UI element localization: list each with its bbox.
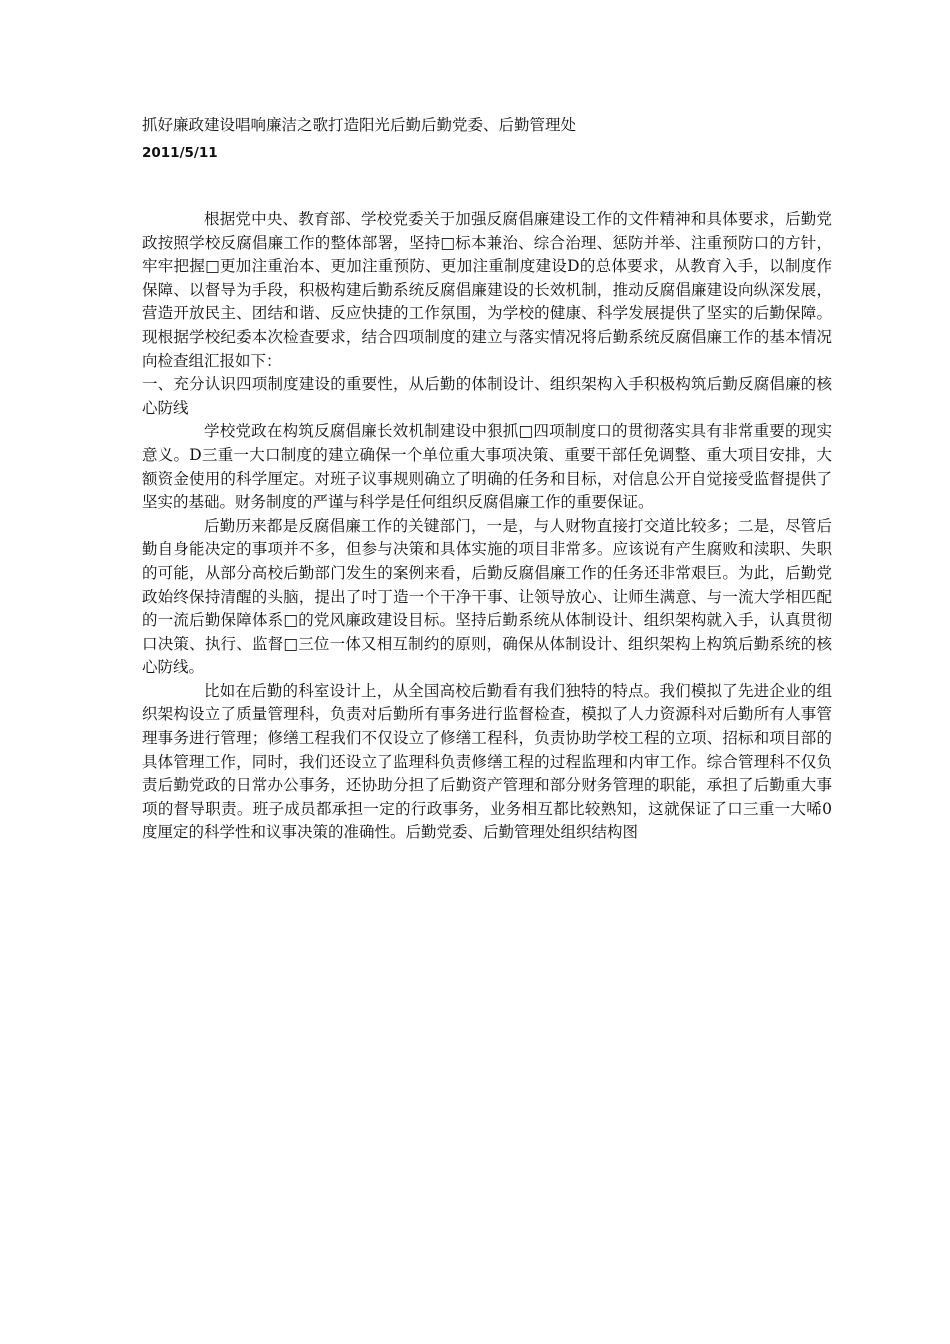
paragraph-intro: 根据党中央、教育部、学校党委关于加强反腐倡廉建设工作的文件精神和具体要求，后勤党政按照学校反腐倡廉工作的整体部署，坚持□标本兼治、综合治理、惩防并举、注重预防口的方针，牢牢把握□更加注重治本、更加注重预防、更加注重制度建设D的总体要求，从教育入手，以制度作保障、以督导为手段，积极构建后勤系统反腐倡廉建设的长效机制，推动反腐倡廉建设向纵深发展，营造开放民主、团结和谐、反应快捷的工作氛围，为学校的健康、科学发展提供了坚实的后勤保障。现根据学校纪委本次检查要求，结合四项制度的建立与落实情况将后勤系统反腐倡廉工作的基本情况向检查组汇报如下： <box>142 210 832 370</box>
document-body <box>142 208 832 845</box>
document-page <box>142 114 832 845</box>
paragraph-four-systems: 学校党政在构筑反腐倡廉长效机制建设中狠抓□四项制度口的贯彻落实具有非常重要的现实意义。D三重一大口制度的建立确保一个单位重大事项决策、重要干部任免调整、重大项目安排，大额资金使用的科学厘定。对班子议事规则确立了明确的任务和目标，对信息公开自觉接受监督提供了坚实的基础。财务制度的严谨与科学是任何组织反腐倡廉工作的重要保证。 <box>142 422 832 512</box>
document-title: 抓好廉政建设唱响廉洁之歌打造阳光后勤后勤党委、后勤管理处 <box>142 116 577 134</box>
document-date: 2011/5/11 <box>142 145 218 161</box>
paragraph-department-design: 比如在后勤的科室设计上，从全国高校后勤看有我们独特的特点。我们模拟了先进企业的组织架构设立了质量管理科，负责对后勤所有事务进行监督检查，模拟了人力资源科对后勤所有人事管理事务进行管理；修缮工程我们不仅设立了修缮工程科，负责协助学校工程的立项、招标和项目部的具体管理工作，同时，我们还设立了监理科负责修缮工程的过程监理和内审工作。综合管理科不仅负责后勤党政的日常办公事务，还协助分担了后勤资产管理和部分财务管理的职能，承担了后勤重大事项的督导职责。班子成员都承担一定的行政事务，业务相互都比较熟知，这就保证了口三重一大唏0度厘定的科学性和议事决策的准确性。后勤党委、后勤管理处组织结构图 <box>142 681 832 842</box>
paragraph-logistics-key: 后勤历来都是反腐倡廉工作的关键部门，一是，与人财物直接打交道比较多；二是，尽管后勤自身能决定的事项并不多，但参与决策和具体实施的项目非常多。应该说有产生腐败和渎职、失职的可能，从部分高校后勤部门发生的案例来看，后勤反腐倡廉工作的任务还非常艰巨。为此，后勤党政始终保持清醒的头脑，提出了吋丁造一个干净干事、让领导放心、让师生满意、与一流大学相匹配的一流后勤保障体系□的党风廉政建设目标。坚持后勤系统从体制设计、组织架构就入手，认真贯彻口决策、执行、监督□三位一体又相互制约的原则，确保从体制设计、组织架构上构筑后勤系统的核心防线。 <box>142 516 832 677</box>
section-heading-1: 一、充分认识四项制度建设的重要性，从后勤的体制设计、组织架构入手积极构筑后勤反腐倡廉的核心防线 <box>142 375 832 417</box>
